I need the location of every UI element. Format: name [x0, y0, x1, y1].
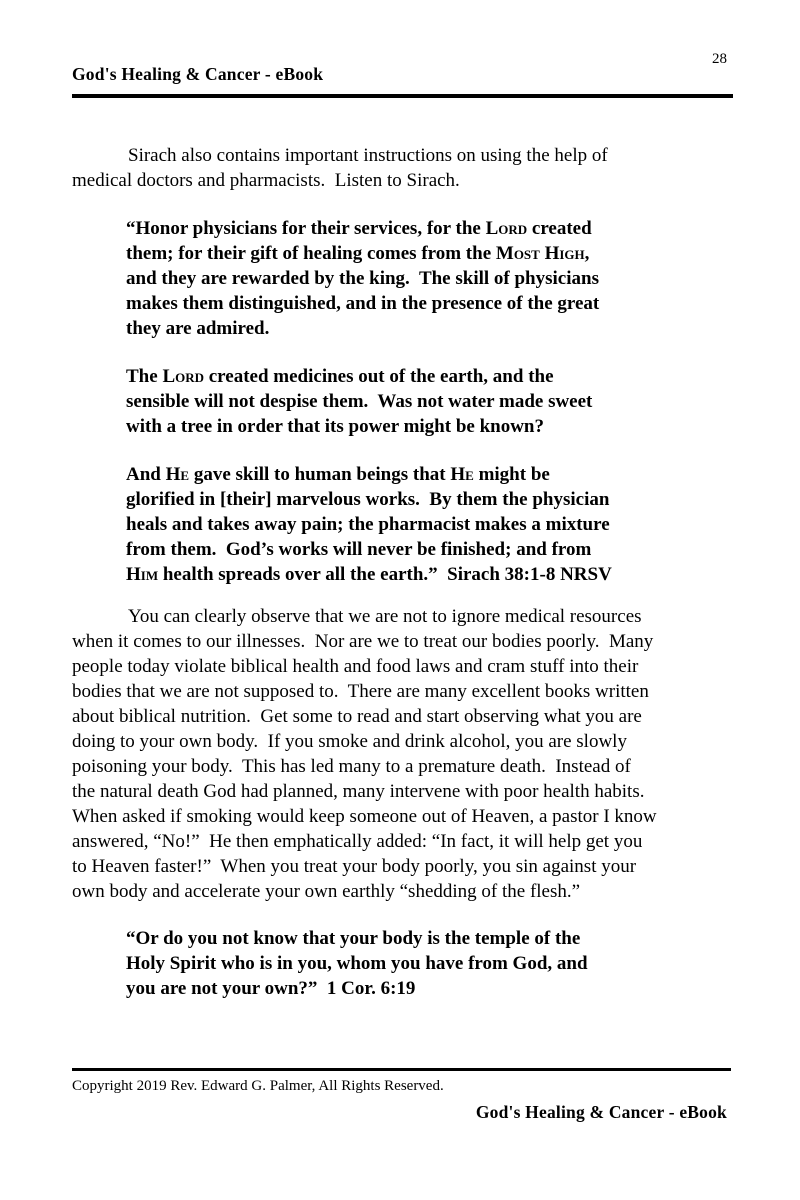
quote-sirach-block-1: “Honor physicians for their services, for the Lord created them; for their gift of healing comes from the Most High, and they are rewarded by the king. The skill of physicians makes them distinguished, and in the presence of the great they are admired. — [126, 218, 600, 339]
footer-rule — [72, 1068, 731, 1071]
quote-sirach-block-3: And He gave skill to human beings that He might be glorified in [their] marvelous works. By them the physician heals and takes away pain; the pharmacist makes a mixture from them. God’s works will never be finished; and from Him health spreads over all the earth.” Sirach 38:1-8 NRSV — [126, 464, 612, 585]
header-title: God's Healing & Cancer - eBook — [72, 64, 324, 84]
quote-sirach-block-2: The Lord created medicines out of the earth, and the sensible will not despise them. Was not water made sweet with a tree in order that its power might be known? — [126, 366, 593, 437]
page-content — [72, 143, 732, 1024]
paragraph-intro: Sirach also contains important instructions on using the help of medical doctors and pharmacists. Listen to Sirach. — [72, 145, 608, 191]
footer-title: God's Healing & Cancer - eBook — [475, 1102, 727, 1122]
paragraph-body: You can clearly observe that we are not to ignore medical resources when it comes to our illnesses. Nor are we to treat our bodies poorly. Many people today violate biblical health and food laws and cram stuff into their bodies that we are not supposed to. There are many excellent books written about biblical nutrition. Get some to read and start observing what you are doing to your own body. If you smoke and drink alcohol, you are slowly poisoning your body. This has led many to a premature death. Instead of the natural death God had planned, many intervene with poor health habits. When asked if smoking would keep someone out of Heaven, a pastor I know answered, “No!” He then emphatically added: “In fact, it will help get you to Heaven faster!” When you treat your body poorly, you sin against your own body and accelerate your own earthly “shedding of the flesh.” — [72, 606, 657, 902]
quote-corinthians: “Or do you not know that your body is the temple of the Holy Spirit who is in you, whom you have from God, and you are not your own?” 1 Cor. 6:19 — [126, 928, 588, 999]
header-rule — [72, 94, 733, 98]
copyright-notice: Copyright 2019 Rev. Edward G. Palmer, All Rights Reserved. — [72, 1078, 444, 1094]
page-number: 28 — [712, 51, 727, 67]
